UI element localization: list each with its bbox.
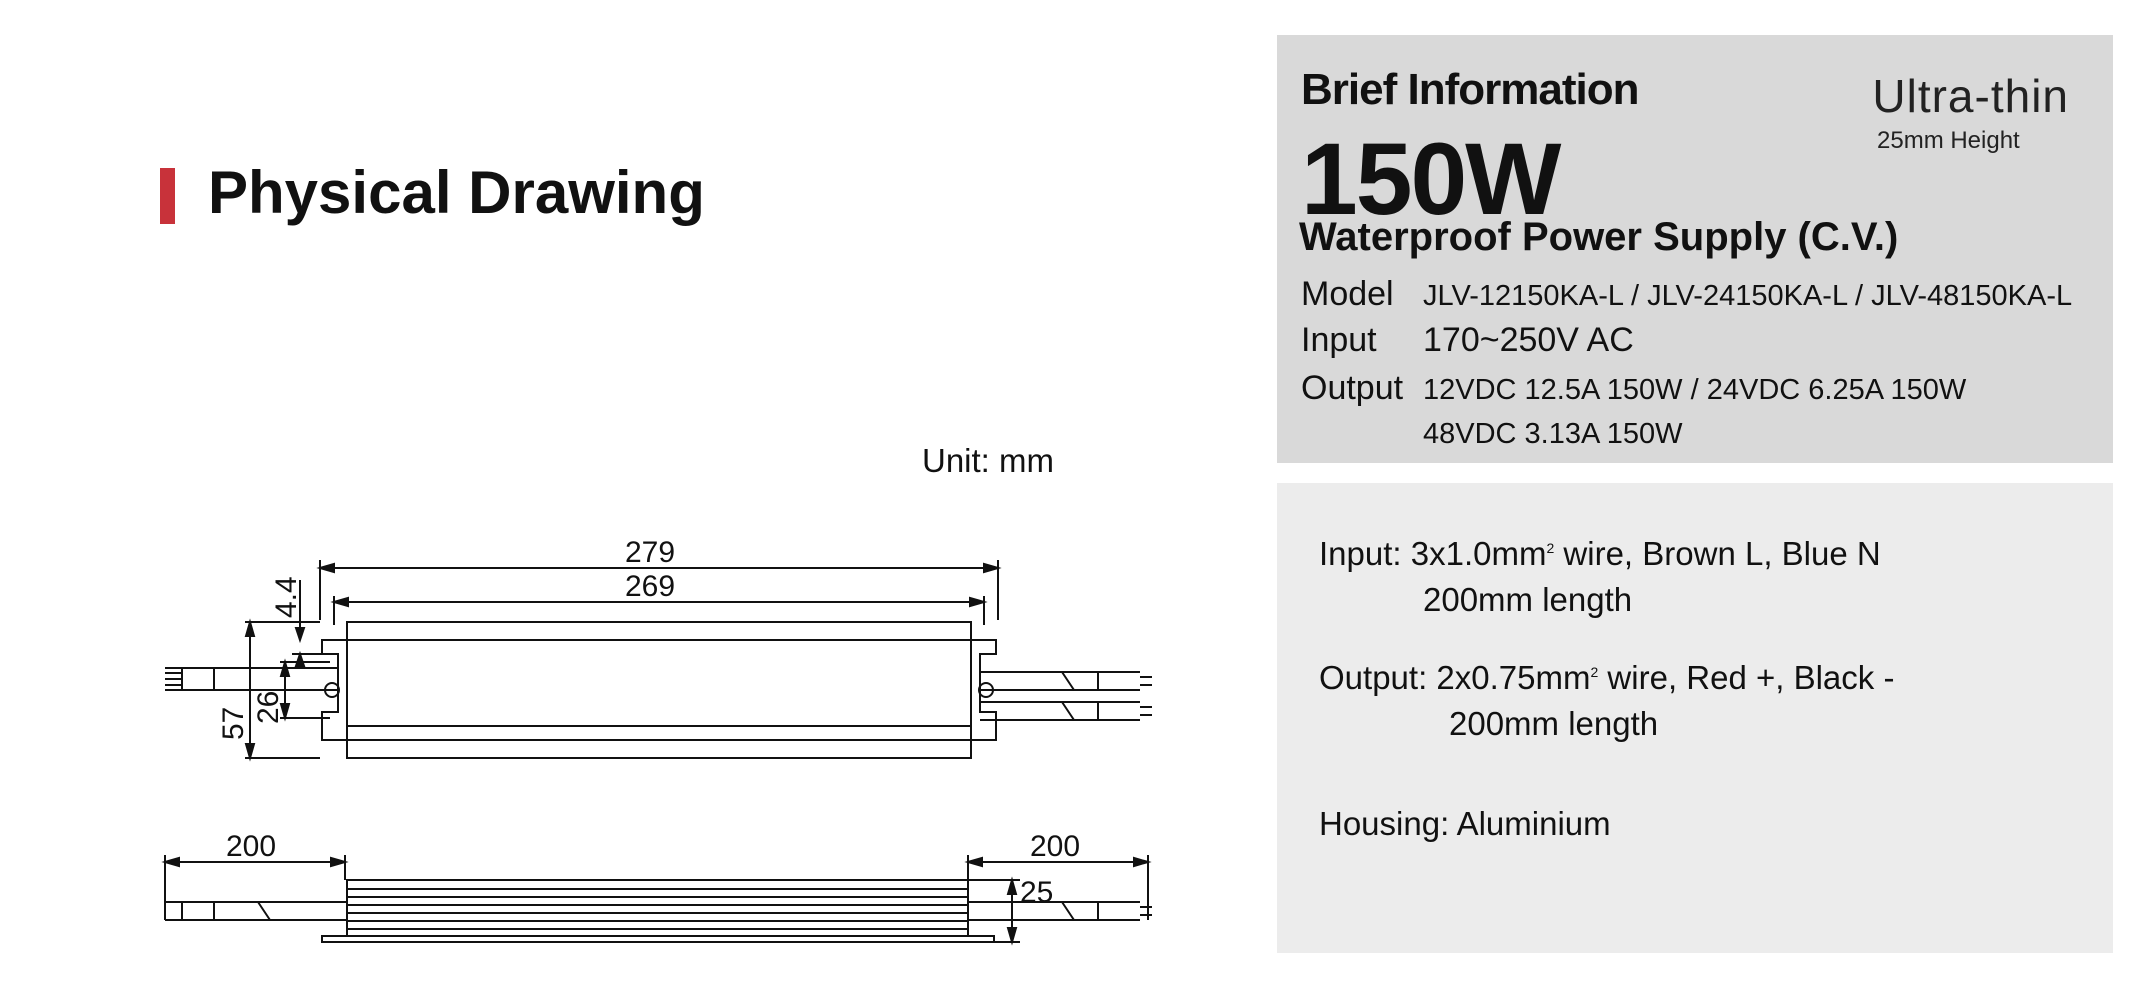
dim-body-length: 269 [625,570,676,603]
wiring-specs-panel [1277,483,2113,953]
height-note: 25mm Height [1877,127,2020,154]
dim-overall-length: 279 [625,536,676,569]
dim-mount-offset: 4.4 [270,576,303,618]
model-value: JLV-12150KA-L / JLV-24150KA-L / JLV-48150KA-L [1423,280,2073,312]
output-wire-text: Output: 2x0.75mm [1319,659,1591,696]
input-row [1301,321,1634,360]
brief-heading: Brief Information [1301,65,1639,114]
unit-label: Unit: mm [922,442,1054,479]
dim-overall-width: 57 [217,706,250,740]
page-title: Physical Drawing [208,159,705,226]
wattage: 150W [1301,122,1560,236]
housing-spec: Housing: Aluminium [1319,805,1611,842]
output-value-2: 48VDC 3.13A 150W [1423,418,1683,450]
input-wire-sup: 2 [1546,540,1555,556]
output-label: Output [1301,369,1404,407]
output-wire-spec [1319,659,1894,697]
dim-input-cable: 200 [226,830,277,863]
output-row [1301,369,1966,408]
model-label: Model [1301,275,1394,313]
dim-mount-spacing: 26 [252,690,285,724]
product-name: Waterproof Power Supply (C.V.) [1299,215,1899,259]
dim-height: 25 [1020,876,1054,909]
output-value-1: 12VDC 12.5A 150W / 24VDC 6.25A 150W [1423,374,1967,406]
ultra-thin-tag: Ultra-thin [1872,70,2069,122]
output-wire-length: 200mm length [1449,705,1659,742]
output-row-2 [1423,413,1683,452]
input-wire-text: Input: 3x1.0mm [1319,535,1547,572]
brief-info-panel [1277,35,2113,463]
input-wire-length: 200mm length [1423,581,1633,618]
input-value: 170~250V AC [1423,321,1634,359]
input-wire-text-2: wire, Brown L, Blue N [1554,535,1881,572]
model-row [1301,275,2072,314]
output-wire-sup: 2 [1590,664,1599,680]
output-wire-text-2: wire, Red +, Black - [1598,659,1895,696]
dim-output-cable: 200 [1030,830,1081,863]
input-label: Input [1301,321,1377,359]
input-wire-spec [1319,535,1881,573]
